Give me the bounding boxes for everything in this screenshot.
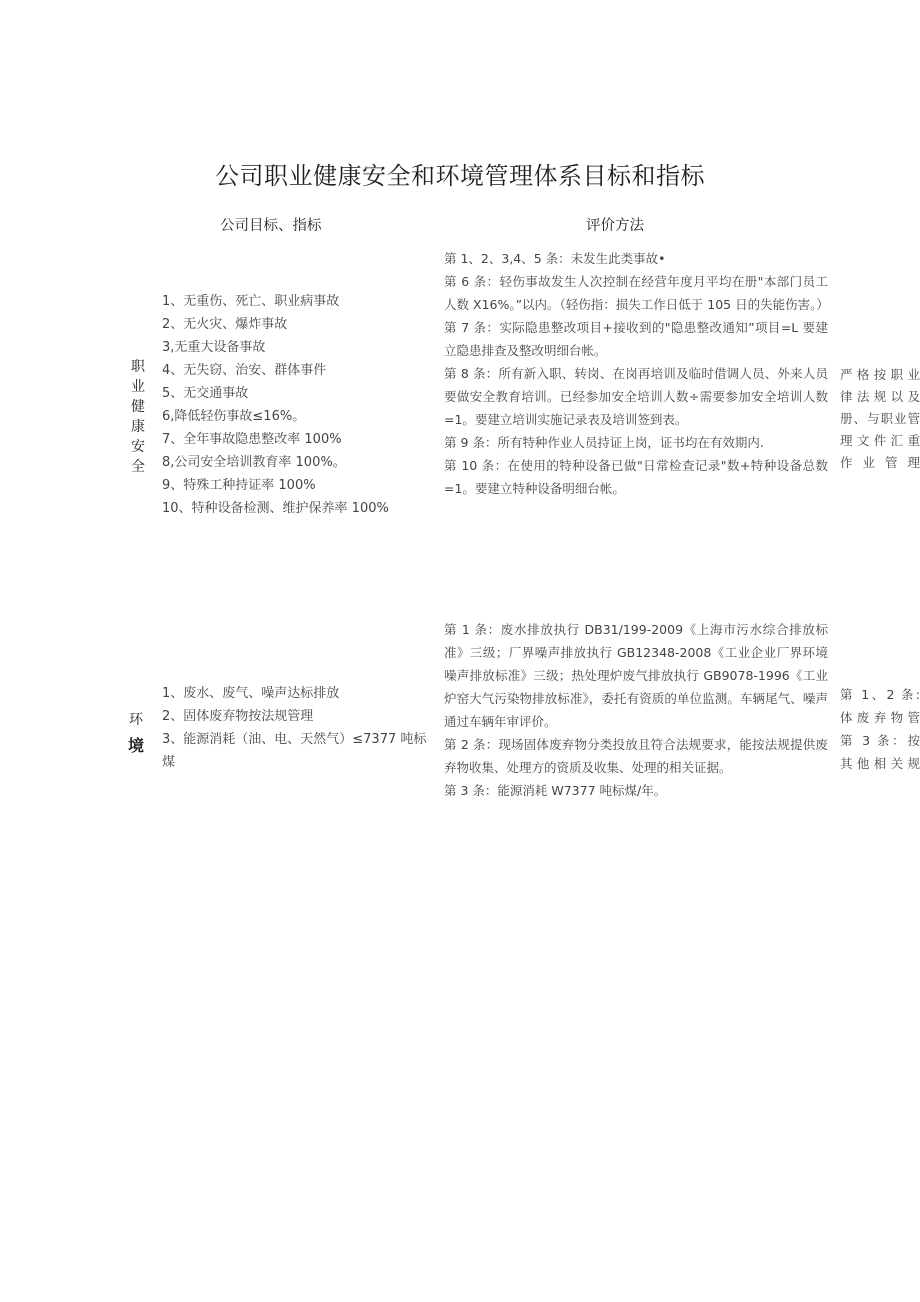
list-item: 8,公司安全培训教育率 100%。	[162, 455, 346, 470]
truncated-line: 第 3 条：按	[840, 733, 920, 748]
list-item: 10、特种设备检测、维护保养率 100%	[162, 501, 389, 516]
list-item: 1、无重伤、死亡、职业病事故	[162, 294, 340, 309]
column-header-goals: 公司目标、指标	[220, 218, 322, 234]
truncated-column-ohs	[840, 364, 920, 474]
section-label-top: 环	[129, 712, 143, 728]
method-paragraph: 第 8 条：所有新入职、转岗、在岗再培训及临时借调人员、外来人员要做安全教育培训。已经参加安全培训人数÷需要参加安全培训人数=1。要建立培训实施记录表及培训签到表。	[444, 366, 828, 427]
section-label-environment	[126, 707, 146, 759]
method-paragraph: 第 7 条：实际隐患整改项目+接收到的"隐患整改通知”项目=L 要建立隐患排查及整改明细台帐。	[444, 320, 828, 358]
page-title: 公司职业健康安全和环境管理体系目标和指标	[215, 162, 705, 190]
truncated-line: 第 1、2 条:	[840, 687, 920, 702]
list-item: 3、能源消耗（油、电、天然气）≤7377 吨标煤	[162, 732, 427, 770]
column-header-method: 评价方法	[586, 218, 644, 234]
goal-list-ohs	[162, 290, 427, 520]
method-paragraph: 第 3 条：能源消耗 W7377 吨标煤/年。	[444, 783, 667, 798]
truncated-line: 体废弃物管	[840, 710, 920, 725]
method-paragraph: 第 2 条：现场固体废弃物分类投放且符合法规要求，能按法规提供废弃物收集、处理方的资质及收集、处理的相关证据。	[444, 737, 828, 775]
truncated-line: 律法规以及	[840, 389, 920, 404]
list-item: 3,无重大设备事故	[162, 340, 266, 355]
list-item: 6,降低轻伤事故≤16%。	[162, 409, 306, 424]
list-item: 9、特殊工种持证率 100%	[162, 478, 316, 493]
method-paragraph: 第 9 条：所有特种作业人员持证上岗，证书均在有效期内.	[444, 435, 764, 450]
section-label-bottom: 境	[127, 736, 144, 755]
truncated-line: 作业管理	[840, 455, 920, 470]
truncated-line: 严格按职业	[840, 367, 920, 382]
list-item: 7、全年事故隐患整改率 100%	[162, 432, 342, 447]
method-paragraph: 第 10 条：在使用的特种设备已做"日常检查记录"数+特种设备总数=1。要建立特种设备明细台帐。	[444, 458, 828, 496]
list-item: 4、无失窃、治安、群体事件	[162, 363, 327, 378]
truncated-column-environment	[840, 683, 920, 775]
list-item: 1、废水、废气、噪声达标排放	[162, 686, 340, 701]
list-item: 5、无交通事故	[162, 386, 249, 401]
list-item: 2、固体废弃物按法规管理	[162, 709, 314, 724]
truncated-line: 册、与职业管	[840, 411, 920, 426]
method-block-ohs	[444, 247, 828, 500]
method-paragraph: 第 6 条：轻伤事故发生人次控制在经营年度月平均在册"本部门员工人数 X16%。”以内。（轻伤指：损失工作日低于 105 日的失能伤害。）	[444, 274, 829, 312]
method-block-environment	[444, 618, 828, 802]
goal-list-environment	[162, 682, 427, 774]
method-paragraph: 第 1、2、3,4、5 条：未发生此类事故•	[444, 251, 666, 266]
truncated-line: 其他相关规	[840, 756, 920, 771]
truncated-line: 理文件汇重	[840, 433, 920, 448]
section-label-ohs: 职业健康安全	[131, 359, 145, 475]
method-paragraph: 第 1 条：废水排放执行 DB31/199-2009《上海市污水综合排放标准》三级；厂界噪声排放执行 GB12348-2008《工业企业厂界环境噪声排放标准》三级；热处理炉废气排放执行 GB9078-1996《工业炉窑大气污染物排放标准》，委托有资质的单位监测。车辆尾气、噪声通过车辆年审评价。	[444, 622, 828, 729]
list-item: 2、无火灾、爆炸事故	[162, 317, 288, 332]
